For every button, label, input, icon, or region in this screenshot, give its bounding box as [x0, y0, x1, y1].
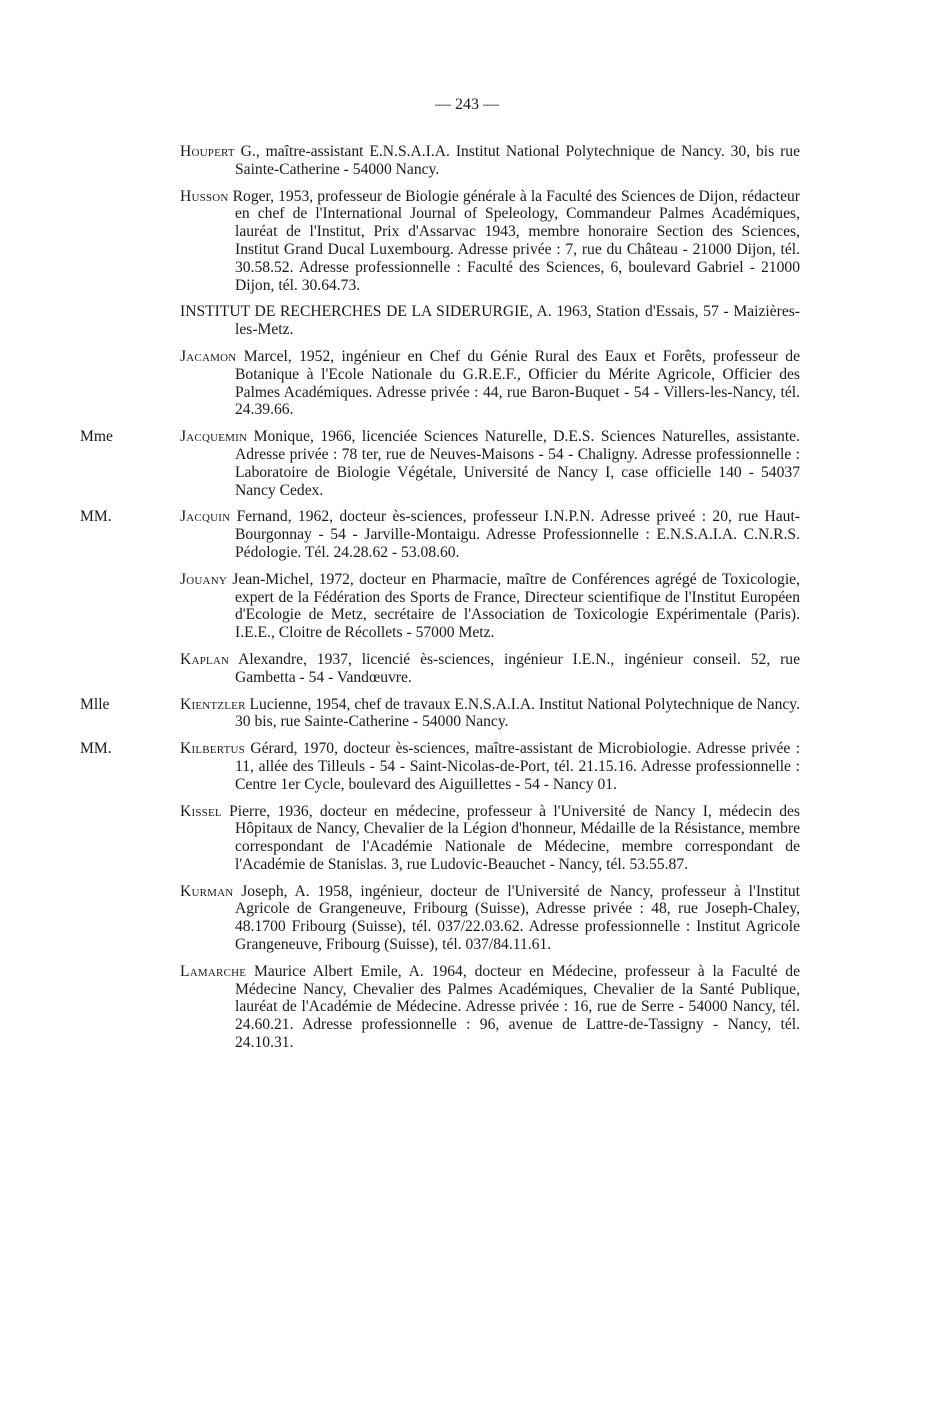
entry-surname: Lamarche: [180, 962, 247, 980]
entry-details: Maurice Albert Emile, A. 1964, docteur en Médecine, professeur à la Faculté de Médecine Nancy, Chevalier des Palmes Académiques, Chevalier de la Santé Publique, lauréat de l'Académie de Médecine. Adresse privée : 16, rue de Serre - 54000 Nancy, tél. 24.60.21. Adresse professionnelle : 96, avenue de Lattre-de-Tassigny - Nancy, tél. 24.10.31.: [235, 962, 800, 1052]
page-number: — 243 —: [435, 96, 499, 113]
directory-entry: [180, 882, 800, 954]
directory-entry: [180, 650, 800, 687]
directory-entry: [180, 570, 800, 642]
entry-details: Lucienne, 1954, chef de travaux E.N.S.A.I.A. Institut National Polytechnique de Nancy. 30 bis, rue Sainte-Catherine - 54000 Nancy.: [235, 695, 800, 731]
directory-entry: [180, 303, 800, 339]
entry-surname: Houpert: [180, 143, 235, 160]
entry-details: Jean-Michel, 1972, docteur en Pharmacie, maître de Conférences agrégé de Toxicologie, expert de la Fédération des Sports de France, Directeur scientifique de l'Institut Européen d'Ecologie de Metz, secrétaire de l'Association de Toxicologie Expérimentale (Paris). I.E.E., Cloitre de Récollets - 57000 Metz.: [227, 570, 800, 642]
member-directory: [0, 143, 934, 1061]
directory-entry: MM. Kilbertus Gérard, 1970, docteur ès-sciences, maître-assistant de Microbiologie. Adresse privée : 11, allée des Tilleuls - 54 - Saint-Nicolas-de-Port, tél. 21.15.16. Adresse professionnelle : Centre 1er Cycle, boulevard des Aiguillettes - 54 - Nancy 01.: [80, 740, 800, 793]
entry-details: Alexandre, 1937, licencié ès-sciences, ingénieur I.E.N., ingénieur conseil. 52, rue Gambetta - 54 - Vandœuvre.: [229, 650, 800, 686]
directory-entry: Mme Jacquemin Monique, 1966, licenciée Sciences Naturelle, D.E.S. Sciences Naturelles, assistante. Adresse privée : 78 ter, rue de Neuves-Maisons - 54 - Chaligny. Adresse professionnelle : Laboratoire de Biologie Végétale, Université de Nancy I, case officielle 140 - 54037 Nancy Cedex.: [80, 428, 800, 499]
entry-details: Joseph, A. 1958, ingénieur, docteur de l'Université de Nancy, professeur à l'Institut Agricole de Grangeneuve, Fribourg (Suisse), Adresse privée : 48, rue Joseph-Chaley, 48.1700 Fribourg (Suisse), tél. 037/22.03.62. Adresse professionnelle : Institut Agricole Grangeneuve, Fribourg (Suisse), tél. 037/84.11.61.: [233, 882, 800, 954]
entry-surname: Kissel: [180, 802, 222, 820]
entry-details: INSTITUT DE RECHERCHES DE LA SIDERURGIE, A. 1963, Station d'Essais, 57 - Maizières-les-Metz.: [180, 303, 800, 339]
entry-surname: Kurman: [180, 882, 234, 900]
directory-entry: MM. Jacquin Fernand, 1962, docteur ès-sciences, professeur I.N.P.N. Adresse priveé : 20, rue Haut-Bourgonnay - 54 - Jarville-Montaigu. Adresse Professionnelle : E.N.S.A.I.A. C.N.R.S. Pédologie. Tél. 24.28.62 - 53.08.60.: [80, 508, 800, 561]
directory-entry: [180, 347, 800, 419]
directory-entry: [180, 962, 800, 1052]
entry-details: G., maître-assistant E.N.S.A.I.A. Institut National Polytechnique de Nancy. 30, bis rue Sainte-Catherine - 54000 Nancy.: [234, 143, 800, 178]
entry-surname: Jouany: [180, 570, 227, 588]
entry-details: Roger, 1953, professeur de Biologie générale à la Faculté des Sciences de Dijon, rédacteur en chef de l'International Journal of Speleology, Commandeur Palmes Académiques, lauréat de l'Institut, Prix d'Assarvac 1943, membre honoraire Section des Sciences, Institut Grand Ducal Luxembourg. Adresse privée : 7, rue du Château - 21000 Dijon, tél. 30.58.52. Adresse professionnelle : Faculté des Sciences, 6, boulevard Gabriel - 21000 Dijon, tél. 30.64.73.: [228, 187, 800, 294]
entry-surname: Kaplan: [180, 650, 230, 668]
entry-surname: Kientzler: [180, 695, 246, 713]
entry-details: Marcel, 1952, ingénieur en Chef du Génie Rural des Eaux et Forêts, professeur de Botanique à l'Ecole Nationale du G.R.E.F., Officier du Mérite Agricole, Officier des Palmes Académiques. Adresse privée : 44, rue Baron-Buquet - 54 - Villers-les-Nancy, tél. 24.39.66.: [235, 347, 800, 419]
entry-surname: Jacquin: [180, 508, 231, 526]
directory-entry: [180, 802, 800, 874]
entry-details: Monique, 1966, licenciée Sciences Naturelle, D.E.S. Sciences Naturelles, assistante. Adresse privée : 78 ter, rue de Neuves-Maisons - 54 - Chaligny. Adresse professionnelle : Laboratoire de Biologie Végétale, Université de Nancy I, case officielle 140 - 54037 Nancy Cedex.: [235, 428, 800, 499]
directory-entry: Mlle Kientzler Lucienne, 1954, chef de travaux E.N.S.A.I.A. Institut National Polytechnique de Nancy. 30 bis, rue Sainte-Catherine - 54000 Nancy.: [80, 695, 800, 731]
entry-surname: Husson: [180, 187, 229, 205]
directory-entry: [180, 187, 800, 295]
entry-surname: Kilbertus: [180, 740, 245, 758]
entry-details: Fernand, 1962, docteur ès-sciences, professeur I.N.P.N. Adresse priveé : 20, rue Haut-Bourgonnay - 54 - Jarville-Montaigu. Adresse Professionnelle : E.N.S.A.I.A. C.N.R.S. Pédologie. Tél. 24.28.62 - 53.08.60.: [230, 508, 800, 561]
entry-surname: Jacquemin: [180, 428, 248, 446]
entry-surname: Jacamon: [180, 347, 237, 365]
directory-entry: [180, 143, 800, 179]
entry-details: Gérard, 1970, docteur ès-sciences, maître-assistant de Microbiologie. Adresse privée : 11, allée des Tilleuls - 54 - Saint-Nicolas-de-Port, tél. 21.15.16. Adresse professionnelle : Centre 1er Cycle, boulevard des Aiguillettes - 54 - Nancy 01.: [235, 740, 800, 793]
entry-details: Pierre, 1936, docteur en médecine, professeur à l'Université de Nancy I, médecin des Hôpitaux de Nancy, Chevalier de la Légion d'honneur, Médaille de la Résistance, membre correspondant de l'Académie Nationale de Médecine, membre correspondant de l'Académie de Stanislas. 3, rue Ludovic-Beauchet - Nancy, tél. 53.55.87.: [221, 802, 800, 873]
